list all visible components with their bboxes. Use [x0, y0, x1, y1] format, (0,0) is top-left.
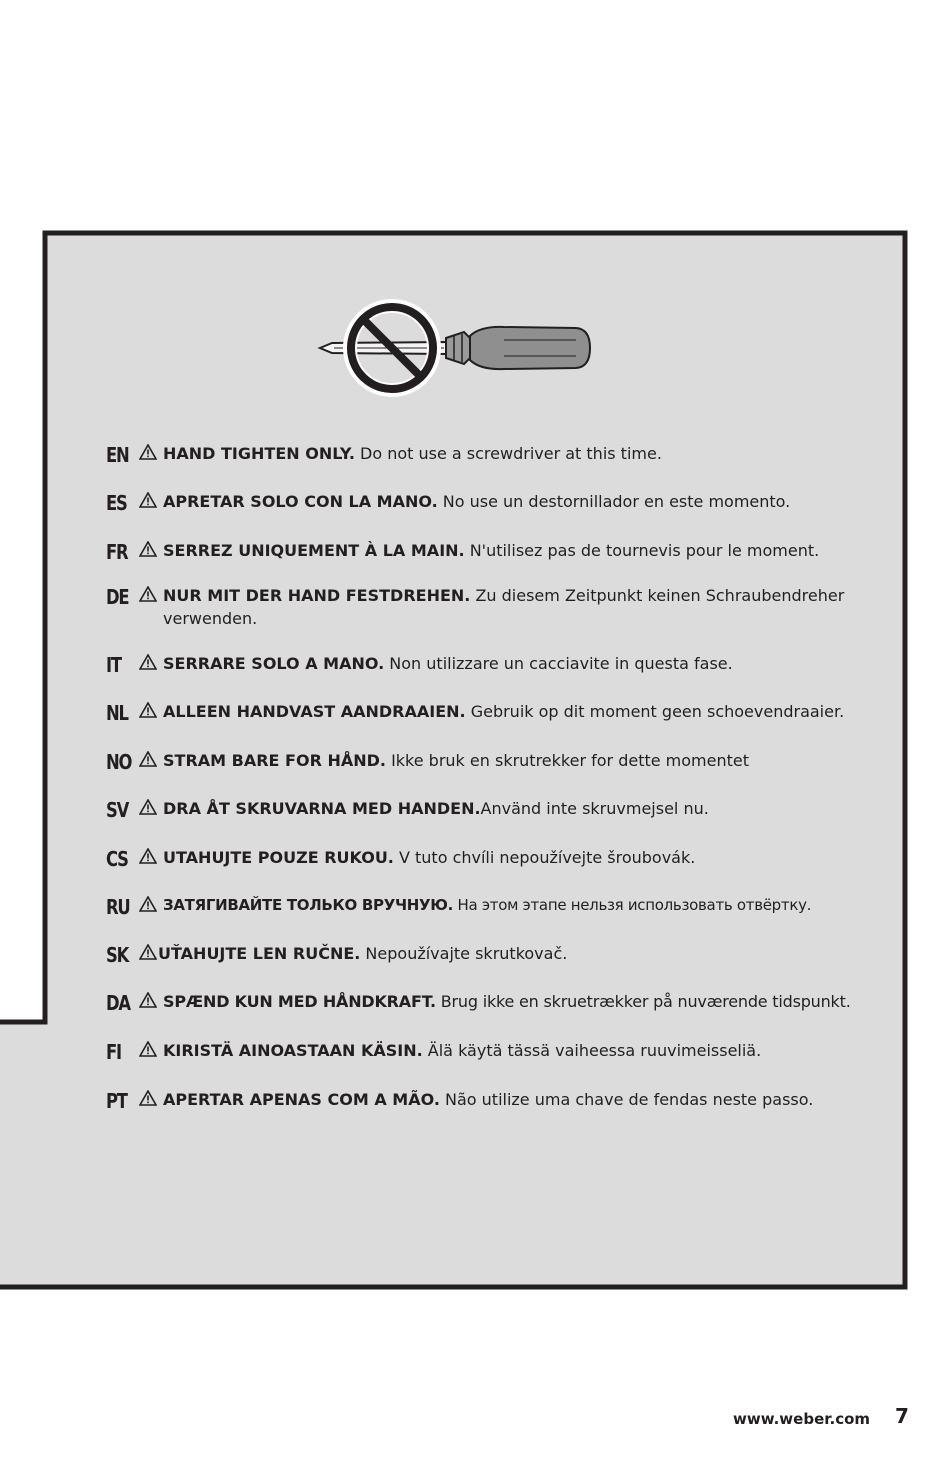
warning-triangle-icon [139, 848, 157, 864]
instruction-text: SERREZ UNIQUEMENT À LA MAIN. N'utilisez pas de tournevis pour le moment. [163, 541, 820, 560]
warning-triangle-icon [139, 1041, 157, 1057]
language-code: IT [106, 653, 121, 677]
language-code: CS [106, 847, 128, 871]
instruction-text: APRETAR SOLO CON LA MANO. No use un destornillador en este momento. [163, 492, 791, 511]
instruction-text: NUR MIT DER HAND FESTDREHEN. Zu diesem Zeitpunkt keinen Schraubendreher verwenden. [163, 586, 845, 628]
warning-triangle-icon [139, 992, 157, 1008]
language-code: ES [106, 491, 127, 515]
language-code: SV [106, 798, 129, 822]
language-code: RU [106, 895, 130, 919]
instruction-text: UTAHUJTE POUZE RUKOU. V tuto chvíli nepoužívejte šroubovák. [163, 848, 696, 867]
language-code: DA [106, 991, 130, 1015]
footer-url: www.weber.com [733, 1410, 871, 1428]
warning-triangle-icon [139, 586, 157, 602]
warning-triangle-icon [139, 654, 157, 670]
language-code: NL [106, 701, 128, 725]
warning-triangle-icon [139, 799, 157, 815]
no-screwdriver-icon [314, 298, 594, 398]
instruction-text: SPÆND KUN MED HÅNDKRAFT. Brug ikke en skruetrækker på nuværende tidspunkt. [163, 992, 851, 1011]
language-code: FI [106, 1040, 121, 1064]
warning-triangle-icon [139, 492, 157, 508]
warning-triangle-icon [139, 751, 157, 767]
instruction-text: DRA ÅT SKRUVARNA MED HANDEN.Använd inte skruvmejsel nu. [163, 799, 709, 818]
instruction-text: STRAM BARE FOR HÅND. Ikke bruk en skrutrekker for dette momentet [163, 751, 750, 770]
warning-triangle-icon [139, 541, 157, 557]
warning-triangle-icon [139, 896, 157, 912]
language-code: NO [106, 750, 132, 774]
language-code: FR [106, 540, 128, 564]
warning-triangle-icon [139, 702, 157, 718]
warning-triangle-icon [139, 1090, 157, 1106]
warning-triangle-icon [139, 444, 157, 460]
instruction-text: UŤAHUJTE LEN RUČNE. Nepoužívajte skrutkovač. [158, 944, 568, 963]
language-code: PT [106, 1089, 127, 1113]
instruction-text: HAND TIGHTEN ONLY. Do not use a screwdriver at this time. [163, 444, 662, 463]
language-code: DE [106, 585, 129, 609]
instruction-text: APERTAR APENAS COM A MÃO. Não utilize uma chave de fendas neste passo. [163, 1090, 814, 1109]
language-code: EN [106, 443, 129, 467]
language-code: SK [106, 943, 129, 967]
instruction-text: SERRARE SOLO A MANO. Non utilizzare un cacciavite in questa fase. [163, 654, 733, 673]
instruction-text: ALLEEN HANDVAST AANDRAAIEN. Gebruik op dit moment geen schoevendraaier. [163, 702, 845, 721]
instruction-text: KIRISTÄ AINOASTAAN KÄSIN. Älä käytä tässä vaiheessa ruuvimeisseliä. [163, 1041, 762, 1060]
page-number: 7 [895, 1404, 909, 1428]
warning-triangle-icon [139, 944, 157, 960]
instruction-text: ЗАТЯГИВАЙТЕ ТОЛЬКО ВРУЧНУЮ. На этом этапе нельзя использовать отвёртку. [163, 896, 812, 914]
